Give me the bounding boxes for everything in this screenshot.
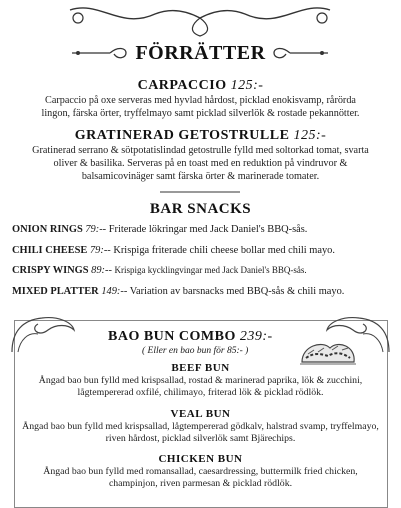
snack-row: CRISPY WINGS 89:-- Krispiga kycklingvingar med Jack Daniel's BBQ-sås.: [12, 265, 307, 276]
corner-ornament-top-left: [8, 312, 78, 356]
snack-price: 149:-: [101, 286, 124, 297]
chicken-bun-desc: Ångad bao bun fylld med romansallad, caesardressing, buttermilk fried chicken, champinjon, riven parmesan & picklad rödlök.: [43, 466, 358, 489]
bao-price: 239:-: [239, 329, 273, 344]
snack-name: MIXED PLATTER: [12, 286, 99, 297]
snack-name: CRISPY WINGS: [12, 265, 89, 276]
snack-price: 79:-: [85, 224, 103, 235]
heading-right-flourish: [268, 44, 330, 62]
snack-row: MIXED PLATTER 149:-- Variation av barsnacks med BBQ-sås & chili mayo.: [12, 286, 345, 297]
getostrulle-title: [0, 128, 401, 144]
snack-name: CHILI CHEESE: [12, 245, 88, 256]
snack-name: ONION RINGS: [12, 224, 83, 235]
getostrulle-price: 125:-: [293, 128, 327, 143]
veal-bun-name: VEAL BUN: [170, 408, 231, 420]
snack-row: CHILI CHEESE 79:-- Krispiga friterade chili cheese bollar med chili mayo.: [12, 245, 335, 256]
bao-name: BAO BUN COMBO: [108, 329, 236, 344]
bar-snacks-divider: [160, 188, 240, 196]
snack-price: 79:-: [89, 245, 108, 256]
bao-subtitle: ( Eller en bao bun för 85:- ): [142, 346, 249, 356]
snack-desc: Krispiga friterade chili cheese bollar med chili mayo.: [113, 245, 335, 256]
getostrulle-name: GRATINERAD GETOSTRULLE: [74, 128, 290, 143]
chicken-bun-name: CHICKEN BUN: [158, 453, 243, 465]
bar-snacks-title: BAR SNACKS: [149, 201, 252, 217]
snack-desc: Variation av barsnacks med BBQ-sås & chili mayo.: [129, 286, 345, 297]
snack-desc: Friterade lökringar med Jack Daniel's BBQ-sås.: [108, 224, 308, 235]
getostrulle-desc: Gratinerad serrano & sötpotatislindad getostrulle fylld med soltorkad tomat, svarta oliver & basilika. Serveras på en toast med en reduktion på vindruvor & balsamicovinäger samt färska örter & marinerade tomater.: [32, 145, 369, 182]
carpaccio-name: CARPACCIO: [137, 78, 227, 93]
snack-desc: Krispiga kycklingvingar med Jack Daniel's BBQ-sås.: [114, 265, 307, 275]
forratter-title: FÖRRÄTTER: [135, 42, 266, 64]
top-scroll-ornament: [60, 0, 340, 40]
bao-title: [108, 329, 308, 345]
beef-bun-desc: Ångad bao bun fylld med krispsallad, rostad & marinerad paprika, lök & zucchini, lågtempererad oxfilé, chilimayo, friterad lök & picklad rödlök.: [38, 375, 363, 398]
veal-bun-desc: Ångad bao bun fylld med krispsallad, lågtempererad gödkalv, halstrad svamp, tryffelmayo, riven hårdost, picklad silverlök samt Bjärechips.: [22, 421, 379, 444]
carpaccio-price: 125:-: [230, 78, 264, 93]
snack-row: ONION RINGS 79:-- Friterade lökringar med Jack Daniel's BBQ-sås.: [12, 224, 308, 235]
carpaccio-title: [0, 78, 401, 94]
beef-bun-name: BEEF BUN: [171, 362, 230, 374]
carpaccio-desc: Carpaccio på oxe serveras med hyvlad hårdost, picklad enokisvamp, rårörda lingon, färska örter, tryffelmayo samt picklad silverlök & rostade pekannötter.: [41, 95, 360, 119]
snack-price: 89:-: [91, 265, 109, 276]
